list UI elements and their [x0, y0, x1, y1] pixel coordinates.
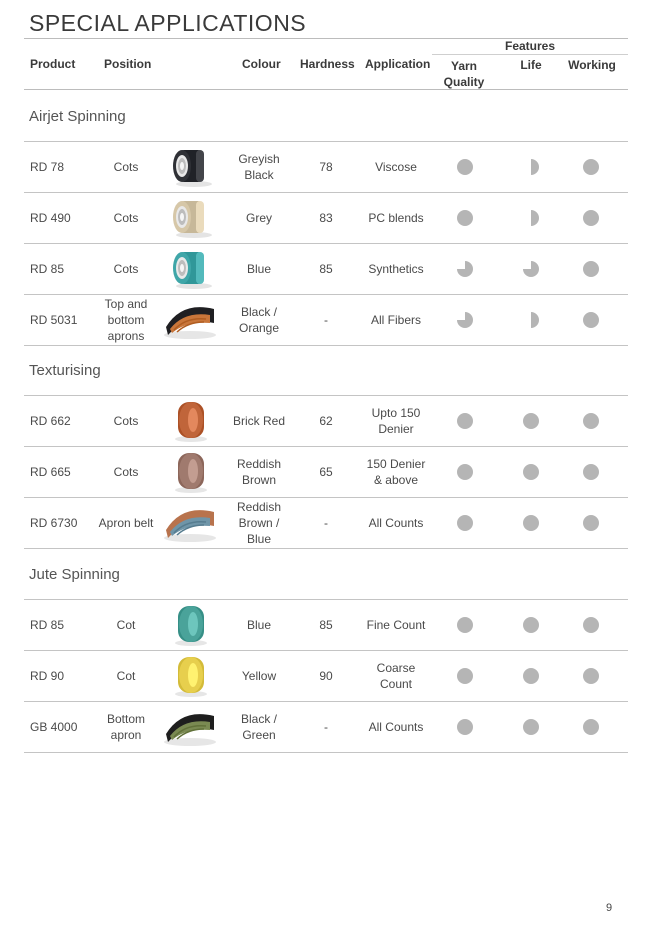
life-rating — [515, 142, 547, 192]
position: Cot — [116, 618, 136, 632]
hardness: 90 — [319, 669, 333, 683]
features-rule — [432, 54, 628, 55]
application: Fine Count — [366, 618, 426, 632]
apron-belt-icon — [162, 500, 218, 546]
working-rating — [575, 396, 607, 446]
working-icon — [582, 616, 600, 634]
working-rating — [575, 295, 607, 345]
yarn-quality-icon — [456, 209, 474, 227]
working-icon — [582, 311, 600, 329]
colour: Grey — [245, 211, 272, 225]
row-rule — [24, 752, 628, 753]
ring-roller-icon — [162, 449, 218, 495]
yarn-quality-icon — [456, 514, 474, 532]
yarn-quality-icon — [456, 616, 474, 634]
application: PC blends — [368, 211, 424, 225]
position: Cots — [113, 465, 139, 479]
working-rating — [575, 702, 607, 752]
table-row — [24, 498, 628, 548]
yarn-quality-rating — [449, 295, 481, 345]
header-life: Life — [520, 58, 542, 72]
colour: Greyish Black — [238, 152, 280, 182]
colour: Black / Green — [240, 712, 277, 742]
application: All Counts — [368, 720, 424, 734]
yarn-quality-rating — [449, 142, 481, 192]
life-icon — [522, 514, 540, 532]
position: Apron belt — [98, 516, 154, 530]
header-features: Features — [504, 39, 556, 53]
header-position: Position — [104, 57, 152, 71]
working-icon — [582, 514, 600, 532]
table-row — [24, 600, 628, 650]
working-icon — [582, 412, 600, 430]
working-rating — [575, 651, 607, 701]
colour: Yellow — [241, 669, 277, 683]
yarn-quality-rating — [449, 498, 481, 548]
yarn-quality-rating — [449, 702, 481, 752]
hardness: - — [324, 720, 328, 734]
table-row — [24, 295, 628, 345]
yarn-quality-icon — [456, 158, 474, 176]
life-icon — [522, 260, 540, 278]
table-row — [24, 651, 628, 701]
page-number: 9 — [606, 902, 613, 914]
working-rating — [575, 244, 607, 294]
cot-roller-icon — [162, 246, 218, 292]
working-rating — [575, 142, 607, 192]
working-icon — [582, 463, 600, 481]
position: Cots — [113, 262, 139, 276]
life-icon — [522, 667, 540, 685]
header-product: Product — [30, 57, 76, 71]
table-row — [24, 142, 628, 192]
product-image — [160, 600, 220, 650]
product-code: RD 6730 — [30, 516, 78, 530]
yarn-quality-icon — [456, 412, 474, 430]
application: All Counts — [368, 516, 424, 530]
hardness: 85 — [319, 262, 333, 276]
working-rating — [575, 498, 607, 548]
position: Bottom apron — [106, 712, 145, 742]
yarn-quality-rating — [449, 600, 481, 650]
yarn-quality-rating — [449, 447, 481, 497]
life-rating — [515, 651, 547, 701]
header-hardness: Hardness — [300, 57, 355, 71]
product-code: RD 85 — [30, 618, 65, 632]
apron-belt-icon — [162, 297, 218, 343]
table-row — [24, 447, 628, 497]
hardness: 65 — [319, 465, 333, 479]
working-icon — [582, 667, 600, 685]
life-icon — [522, 412, 540, 430]
row-rule — [24, 345, 628, 346]
colour: Blue — [246, 262, 272, 276]
application: Upto 150 Denier — [371, 406, 421, 436]
position: Top and bottom aprons — [104, 297, 148, 343]
working-rating — [575, 447, 607, 497]
table-row — [24, 702, 628, 752]
product-code: RD 78 — [30, 160, 65, 174]
colour: Reddish Brown — [236, 457, 282, 487]
life-icon — [522, 158, 540, 176]
working-icon — [582, 260, 600, 278]
product-code: RD 90 — [30, 669, 65, 683]
product-image — [160, 295, 220, 345]
ring-roller-icon — [162, 653, 218, 699]
application: Viscose — [375, 160, 417, 174]
table-row — [24, 244, 628, 294]
working-icon — [582, 718, 600, 736]
life-rating — [515, 295, 547, 345]
working-icon — [582, 209, 600, 227]
product-image — [160, 447, 220, 497]
section-title: Airjet Spinning — [29, 108, 126, 125]
colour: Black / Orange — [238, 305, 280, 335]
hardness: 83 — [319, 211, 333, 225]
row-rule — [24, 548, 628, 549]
product-code: RD 662 — [30, 414, 71, 428]
page-title: SPECIAL APPLICATIONS — [29, 10, 307, 36]
product-image — [160, 498, 220, 548]
product-code: RD 85 — [30, 262, 65, 276]
section-title: Jute Spinning — [29, 566, 120, 583]
product-image — [160, 193, 220, 243]
ring-roller-icon — [162, 602, 218, 648]
yarn-quality-rating — [449, 651, 481, 701]
life-icon — [522, 463, 540, 481]
colour: Blue — [246, 618, 272, 632]
cot-roller-icon — [162, 195, 218, 241]
product-image — [160, 702, 220, 752]
cot-roller-icon — [162, 144, 218, 190]
product-code: RD 665 — [30, 465, 71, 479]
application: All Fibers — [370, 313, 421, 327]
yarn-quality-icon — [456, 718, 474, 736]
position: Cots — [113, 211, 139, 225]
yarn-quality-rating — [449, 396, 481, 446]
colour: Brick Red — [232, 414, 285, 428]
life-rating — [515, 193, 547, 243]
hardness: - — [324, 516, 328, 530]
position: Cots — [113, 160, 139, 174]
yarn-quality-rating — [449, 193, 481, 243]
position: Cots — [113, 414, 139, 428]
working-rating — [575, 600, 607, 650]
product-image — [160, 396, 220, 446]
hardness: - — [324, 313, 328, 327]
product-image — [160, 244, 220, 294]
working-rating — [575, 193, 607, 243]
yarn-quality-icon — [456, 260, 474, 278]
life-icon — [522, 616, 540, 634]
hardness: 62 — [319, 414, 333, 428]
product-image — [160, 142, 220, 192]
application: Coarse Count — [376, 661, 416, 691]
table-row — [24, 193, 628, 243]
yarn-quality-icon — [456, 463, 474, 481]
life-icon — [522, 311, 540, 329]
colour: Reddish Brown / Blue — [236, 500, 282, 546]
life-rating — [515, 396, 547, 446]
header-working: Working — [568, 58, 616, 72]
product-code: GB 4000 — [30, 720, 78, 734]
hardness: 78 — [319, 160, 333, 174]
ring-roller-icon — [162, 398, 218, 444]
application: Synthetics — [368, 262, 424, 276]
product-code: RD 5031 — [30, 313, 78, 327]
header-rule — [24, 89, 628, 90]
life-rating — [515, 702, 547, 752]
header-application: Application — [365, 57, 431, 71]
yarn-quality-icon — [456, 311, 474, 329]
header-yarn-quality: Yarn Quality — [443, 59, 485, 89]
working-icon — [582, 158, 600, 176]
position: Cot — [116, 669, 136, 683]
life-icon — [522, 209, 540, 227]
apron-belt-icon — [162, 704, 218, 750]
product-image — [160, 651, 220, 701]
life-rating — [515, 244, 547, 294]
hardness: 85 — [319, 618, 333, 632]
yarn-quality-rating — [449, 244, 481, 294]
yarn-quality-icon — [456, 667, 474, 685]
life-rating — [515, 447, 547, 497]
life-rating — [515, 498, 547, 548]
life-rating — [515, 600, 547, 650]
table-row — [24, 396, 628, 446]
header-colour: Colour — [242, 57, 281, 71]
product-code: RD 490 — [30, 211, 71, 225]
life-icon — [522, 718, 540, 736]
section-title: Texturising — [29, 362, 101, 379]
application: 150 Denier & above — [366, 457, 426, 487]
